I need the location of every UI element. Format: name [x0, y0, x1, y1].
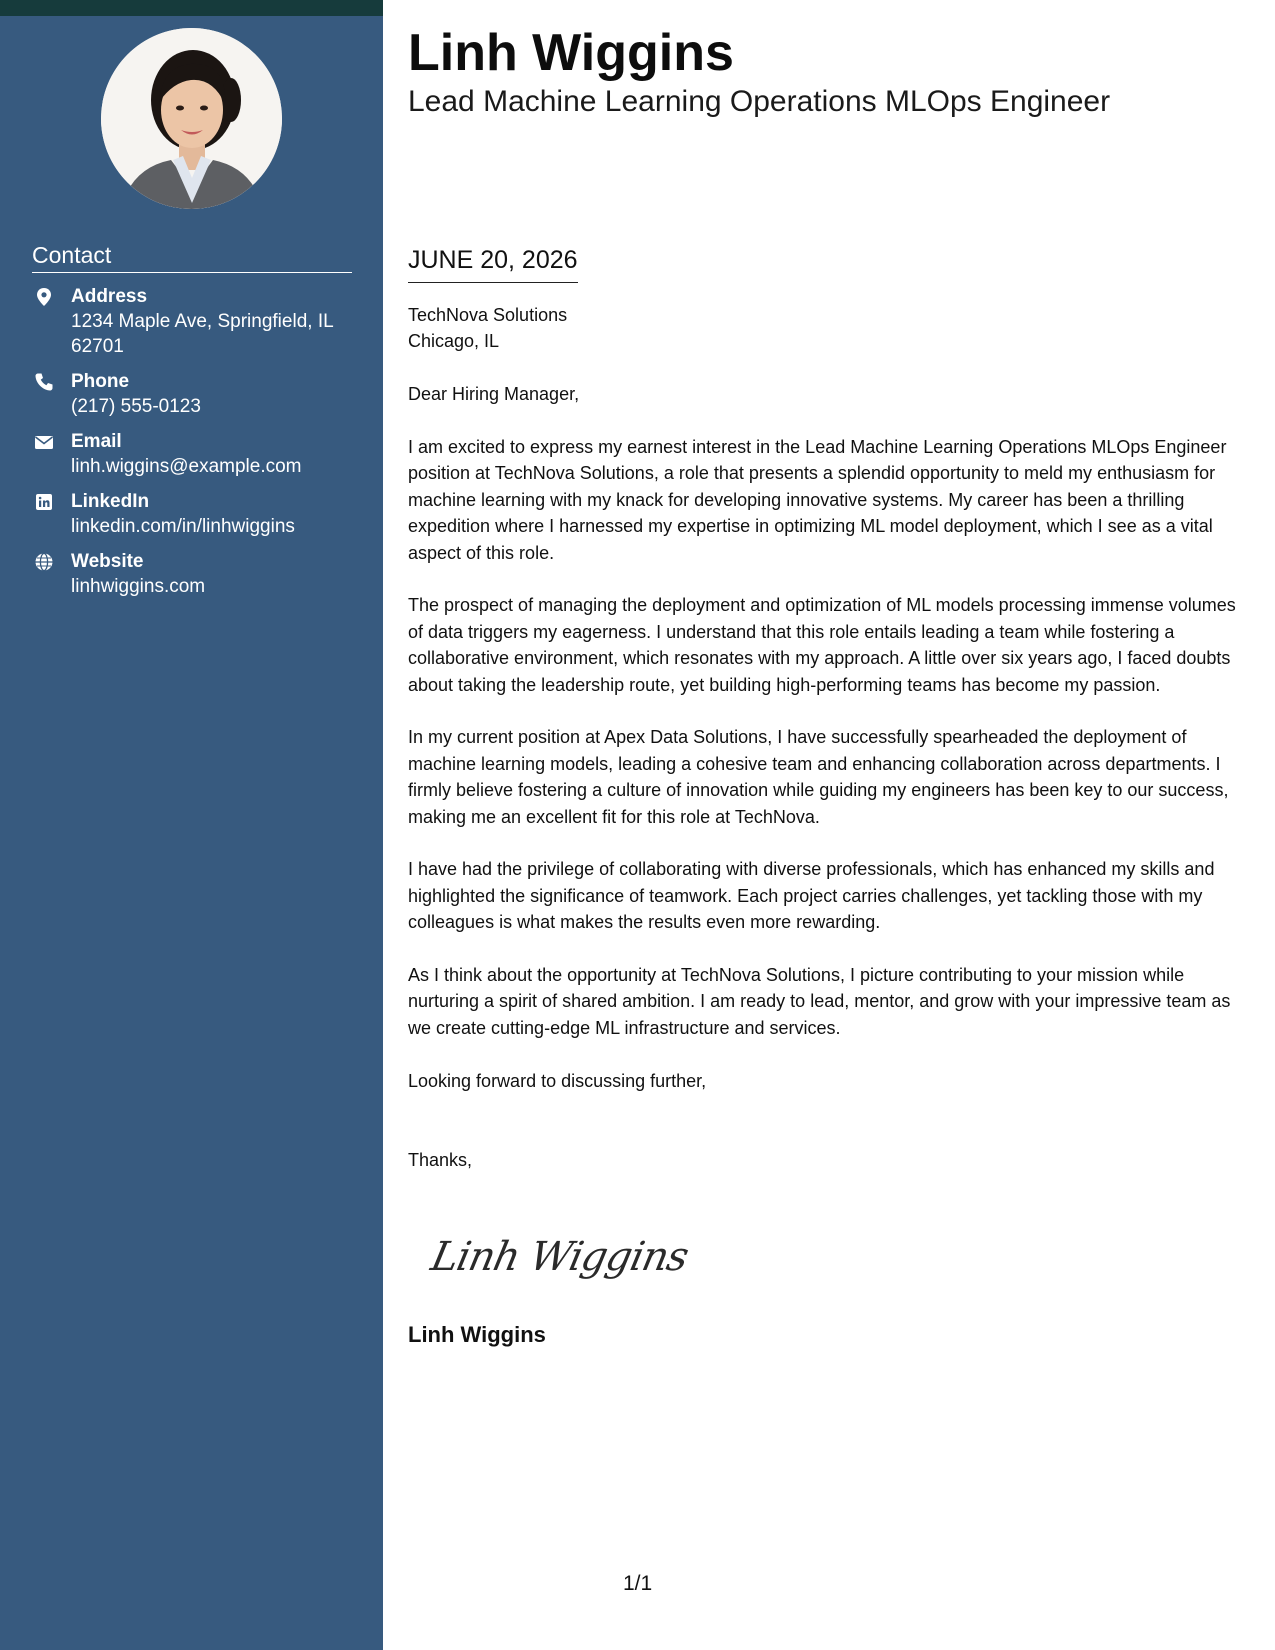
map-pin-icon — [34, 287, 54, 307]
recipient-company: TechNova Solutions — [408, 305, 568, 325]
applicant-name: Linh Wiggins — [408, 24, 734, 82]
body-paragraph: The prospect of managing the deployment and optimization of ML models processing immense volumes of data triggers my eagerness. I understand that this role entails leading a team while fostering a collaborative environment, which resonates with my approach. A little over six years ago, I faced doubts about taking the leadership route, yet building high-performing teams has become my passion. — [408, 595, 1236, 695]
recipient-block — [408, 302, 1253, 355]
contact-heading: Contact — [32, 240, 352, 273]
linkedin-icon — [34, 492, 54, 512]
letter-body — [408, 302, 1253, 1173]
body-paragraph: I have had the privilege of collaborating with diverse professionals, which has enhanced my skills and highlighted the significance of teamwork. Each project carries challenges, yet tackling those with my colleagues is what makes the results even more rewarding. — [408, 859, 1215, 933]
phone-icon — [34, 372, 54, 392]
letter-date: JUNE 20, 2026 — [408, 244, 578, 283]
salutation: Dear Hiring Manager, — [408, 384, 580, 405]
body-paragraph: As I think about the opportunity at TechNova Solutions, I picture contributing to your mission while nurturing a spirit of shared ambition. I am ready to lead, mentor, and grow with your impressive team as we create cutting-edge ML infrastructure and services. — [408, 965, 1231, 1038]
contact-label-email: Email — [71, 431, 122, 452]
avatar-portrait-image — [101, 28, 282, 209]
contact-item-website — [32, 549, 362, 599]
globe-icon — [34, 552, 54, 572]
sidebar — [0, 0, 383, 1650]
contact-value-phone: (217) 555-0123 — [71, 396, 201, 417]
contact-label-linkedin: LinkedIn — [71, 491, 150, 512]
contact-item-address — [32, 284, 362, 359]
envelope-icon — [34, 432, 54, 452]
page-number: 1/1 — [623, 1572, 653, 1595]
avatar — [101, 28, 282, 209]
closing-line: Looking forward to discussing further, — [408, 1070, 707, 1091]
contact-list — [32, 284, 362, 609]
contact-value-email: linh.wiggins@example.com — [71, 456, 302, 477]
signoff: Thanks, — [408, 1150, 473, 1171]
contact-value-linkedin: linkedin.com/in/linhwiggins — [71, 516, 295, 537]
contact-item-email — [32, 429, 362, 479]
contact-value-address: 1234 Maple Ave, Springfield, IL 62701 — [71, 311, 333, 357]
job-title: Lead Machine Learning Operations MLOps Engineer — [408, 85, 1111, 118]
contact-label-website: Website — [71, 551, 144, 572]
handwritten-signature: Linh Wiggins — [427, 1234, 692, 1280]
recipient-location: Chicago, IL — [408, 331, 500, 352]
sidebar-top-bar — [0, 0, 383, 16]
contact-item-phone — [32, 369, 362, 419]
contact-item-linkedin — [32, 489, 362, 539]
body-paragraph: In my current position at Apex Data Solutions, I have successfully spearheaded the deployment of machine learning models, leading a cohesive team and enhancing collaboration across departments. I firmly believe fostering a culture of innovation while guiding my engineers has been key to our success, making me an excellent fit for this role at TechNova. — [408, 727, 1229, 827]
body-paragraph: I am excited to express my earnest interest in the Lead Machine Learning Operations MLOps Engineer position at TechNova Solutions, a role that presents a splendid opportunity to meld my enthusiasm for machine learning with my knack for developing innovative systems. My career has been a thrilling expedition where I harnessed my expertise in optimizing ML model deployment, which I see as a vital aspect of this role. — [408, 437, 1227, 563]
contact-label-address: Address — [71, 286, 148, 307]
contact-label-phone: Phone — [71, 371, 130, 392]
signed-name: Linh Wiggins — [408, 1322, 546, 1347]
contact-value-website: linhwiggins.com — [71, 576, 206, 597]
